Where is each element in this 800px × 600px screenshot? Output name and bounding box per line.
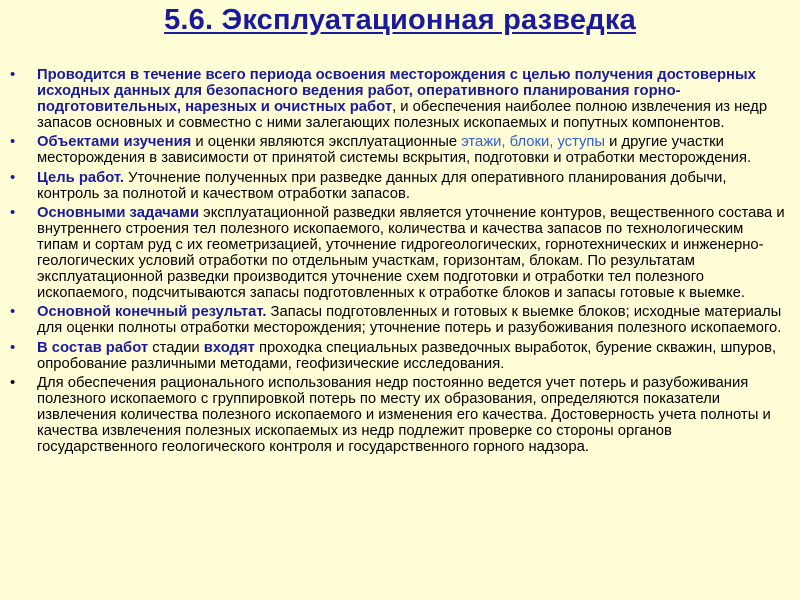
bullet-text: стадии xyxy=(148,339,204,356)
bullet-list xyxy=(10,67,785,458)
bullet-text-highlight: входят xyxy=(203,339,255,356)
bullet-text: , и обеспечения наиболее полною извлечения из недр запасов основных и совместно с ними залегающих полезных ископаемых и попутных компонентов. xyxy=(37,99,768,132)
list-item xyxy=(10,67,785,131)
list-item xyxy=(10,205,785,302)
bullet-icon: • xyxy=(10,338,16,356)
list-item xyxy=(10,170,785,202)
bullet-text-highlight: Цель работ. xyxy=(37,169,124,186)
bullet-icon: • xyxy=(10,373,16,391)
bullet-icon: • xyxy=(10,203,16,221)
bullet-icon: • xyxy=(10,133,16,151)
bullet-text-highlight: Основными задачами xyxy=(37,204,200,221)
bullet-text-accent: этажи, блоки, уступы xyxy=(461,134,606,151)
list-item xyxy=(10,134,785,166)
bullet-text-highlight: Объектами изучения xyxy=(37,134,192,151)
bullet-text: Для обеспечения рационального использования недр постоянно ведется учет потерь и разубоживания полезного ископаемого с группировкой потерь по месту их образования, определяются показатели извлечения количества полезного ископаемого и изменения его качества. Достоверность учета полноты и качества извлечения полезных ископаемых из недр подлежит проверке со стороны органов государственного геологического контроля и государственного горного надзора. xyxy=(37,374,771,456)
list-item xyxy=(10,375,785,455)
bullet-text: Уточнение полученных при разведке данных для оперативного планирования добычи, контроль за полнотой и качеством отработки запасов. xyxy=(37,169,727,202)
bullet-text-highlight: В состав работ xyxy=(37,339,149,356)
bullet-text: и другие участки месторождения в зависимости от принятой системы вскрытия, подготовки и отработки месторождения. xyxy=(37,134,752,167)
bullet-text: и оценки являются эксплуатационные xyxy=(191,134,462,151)
list-item xyxy=(10,340,785,372)
bullet-text: проходка специальных разведочных выработок, бурение скважин, шпуров, опробование различными методами, геофизические исследования. xyxy=(37,339,777,372)
list-item xyxy=(10,304,785,336)
bullet-text-highlight: Проводится в течение всего периода освоения месторождения с целью получения достоверных исходных данных для безопасного ведения работ, оперативного планирования горно-подготовительных, нарезных и очистных работ xyxy=(37,67,756,116)
bullet-icon: • xyxy=(10,66,16,83)
bullet-text-highlight: Основной конечный результат. xyxy=(37,304,267,321)
bullet-icon: • xyxy=(10,303,16,321)
bullet-icon: • xyxy=(10,168,16,186)
page-title: 5.6. Эксплуатационная разведка xyxy=(164,4,636,36)
bullet-text: эксплуатационной разведки является уточнение контуров, вещественного состава и внутреннего строения тел полезного ископаемого, количества и качества запасов по технологическим типам и сортам руд с их геометризацией, уточнение гидрогеологических, горнотехнических и инженерно-геологических условий отработки по отдельным участкам, горизонтам, блокам. По результатам эксплуатационной разведки производится уточнение схем подготовки и отработки тел полезного ископаемого, подсчитываются запасы подготовленных к отработке блоков и запасы готовые к выемке. xyxy=(37,204,785,302)
bullet-text: Запасы подготовленных и готовых к выемке блоков; исходные материалы для оценки полноты отработки месторождения; уточнение потерь и разубоживания полезного ископаемого. xyxy=(37,304,782,337)
